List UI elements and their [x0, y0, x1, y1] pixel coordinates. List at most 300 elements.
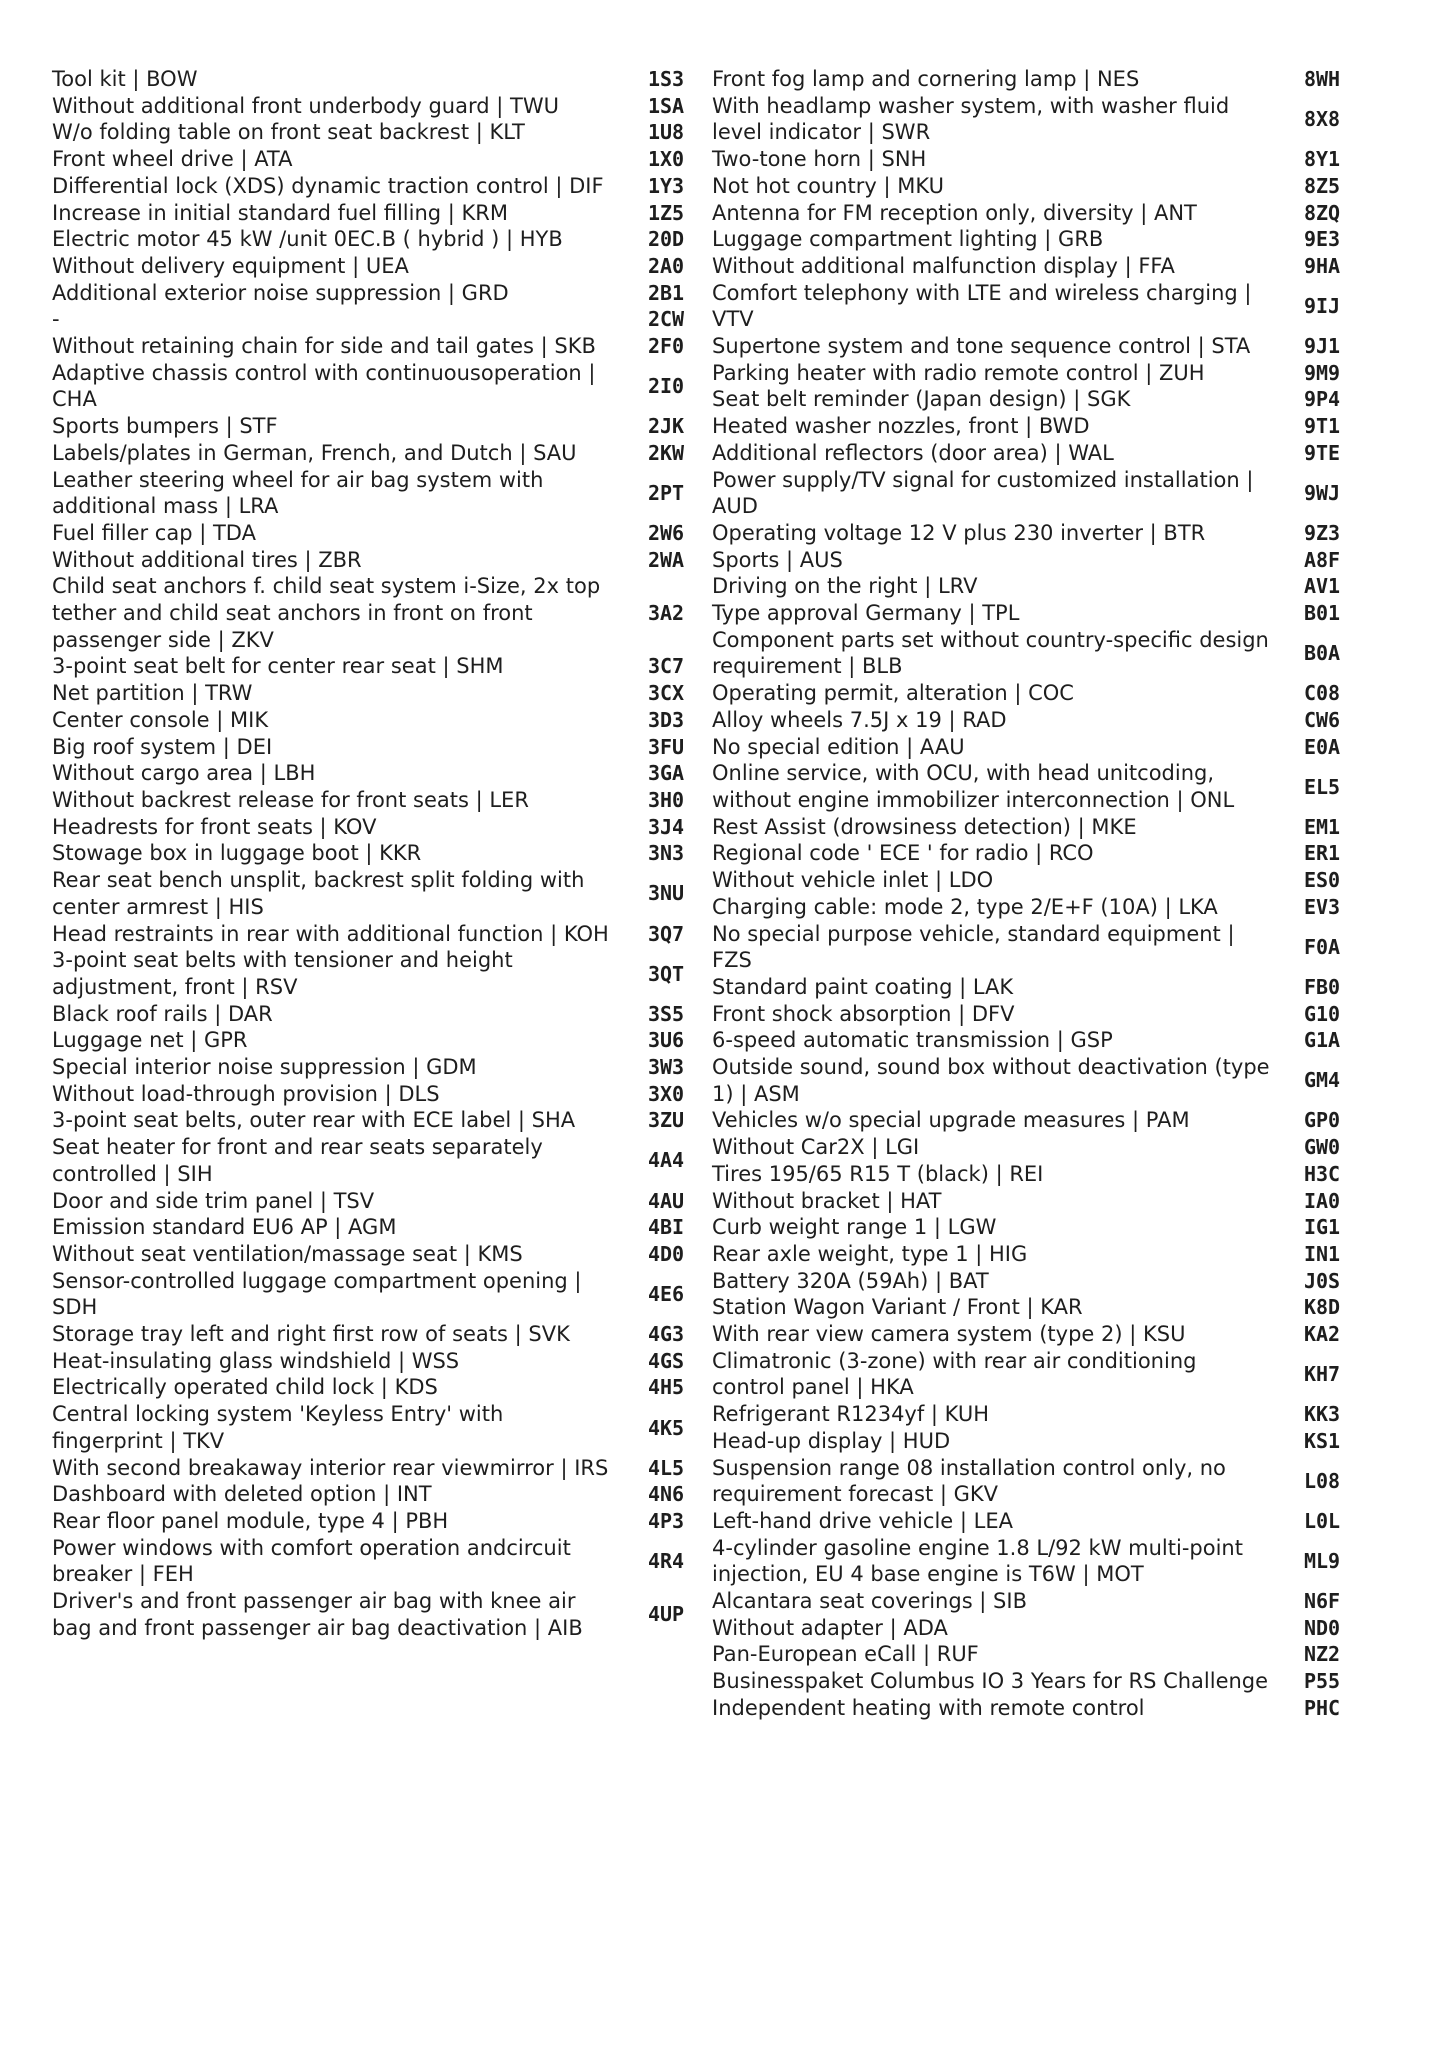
option-description: Head restraints in rear with additional function | KOH — [52, 921, 609, 946]
option-row — [712, 1027, 1372, 1054]
option-description: Luggage compartment lighting | GRB — [712, 227, 1104, 252]
option-description: Sensor-controlled luggage compartment opening | SDH — [52, 1268, 582, 1320]
option-row — [52, 306, 712, 333]
option-code: 4K5 — [647, 1415, 685, 1440]
option-code: 9P4 — [1303, 387, 1341, 412]
option-description: Child seat anchors f. child seat system i-Size, 2x top tether and child seat anchors in front on front passenger side | ZKV — [52, 574, 601, 652]
option-row — [712, 1268, 1372, 1295]
option-code: 4D0 — [647, 1241, 685, 1266]
option-row — [52, 1588, 712, 1641]
option-row — [712, 1428, 1372, 1455]
option-row — [712, 1348, 1372, 1401]
option-row — [712, 1134, 1372, 1161]
option-code: K8D — [1303, 1295, 1341, 1320]
option-code: CW6 — [1303, 707, 1341, 732]
option-code: KK3 — [1303, 1402, 1341, 1427]
option-code: 8WH — [1303, 67, 1341, 91]
option-description: Storage tray left and right first row of seats | SVK — [52, 1322, 570, 1347]
option-description: Additional exterior noise suppression | GRD — [52, 280, 509, 305]
option-row — [712, 627, 1372, 680]
option-row — [712, 280, 1372, 333]
option-description: Driver's and front passenger air bag with knee air bag and front passenger air bag deactivation | AIB — [52, 1589, 583, 1640]
option-code: N6F — [1303, 1589, 1341, 1614]
option-code: 4E6 — [647, 1281, 685, 1306]
option-code: 3A2 — [647, 601, 685, 626]
option-code: IA0 — [1303, 1188, 1341, 1213]
option-description: Rear seat bench unsplit, backrest split folding with center armrest | HIS — [52, 868, 585, 919]
option-row — [712, 1401, 1372, 1428]
option-code: A8F — [1303, 547, 1341, 572]
option-row — [52, 66, 712, 93]
option-row — [712, 200, 1372, 227]
option-description: - — [52, 307, 60, 332]
option-description: Without cargo area | LBH — [52, 761, 316, 786]
option-row — [712, 1294, 1372, 1321]
option-description: Component parts set without country-specific design requirement | BLB — [712, 627, 1269, 679]
option-row — [52, 280, 712, 307]
option-description: 3-point seat belt for center rear seat | SHM — [52, 654, 504, 679]
option-code: 9HA — [1303, 253, 1341, 278]
option-row — [52, 333, 712, 360]
option-code: 3CX — [647, 681, 685, 706]
option-code: 3H0 — [647, 787, 685, 812]
option-row — [712, 1641, 1372, 1668]
option-row — [712, 1161, 1372, 1188]
option-description: Left-hand drive vehicle | LEA — [712, 1508, 1013, 1533]
option-code: 3J4 — [647, 814, 685, 839]
option-row — [712, 1107, 1372, 1134]
option-row — [712, 226, 1372, 253]
option-description: Alloy wheels 7.5J x 19 | RAD — [712, 707, 1007, 732]
option-row — [52, 1107, 712, 1134]
option-code: 1S3 — [647, 67, 685, 91]
option-description: Without seat ventilation/massage seat | KMS — [52, 1241, 523, 1266]
option-description: Climatronic (3-zone) with rear air conditioning control panel | HKA — [712, 1348, 1197, 1400]
option-description: Without additional front underbody guard | TWU — [52, 93, 559, 118]
option-description: Big roof system | DEI — [52, 734, 273, 759]
option-code: G1A — [1303, 1028, 1341, 1053]
option-description: Tires 195/65 R15 T (black) | REI — [712, 1161, 1044, 1186]
option-code: 8X8 — [1303, 107, 1341, 132]
option-code: PHC — [1303, 1695, 1341, 1720]
option-description: Regional code ' ECE ' for radio | RCO — [712, 841, 1094, 866]
option-code: L08 — [1303, 1468, 1341, 1493]
option-description: Without retaining chain for side and tail gates | SKB — [52, 334, 596, 359]
option-description: Headrests for front seats | KOV — [52, 814, 377, 839]
option-code: L0L — [1303, 1508, 1341, 1533]
option-code: B0A — [1303, 641, 1341, 666]
option-code: 3Q7 — [647, 921, 685, 946]
option-row — [52, 1401, 712, 1454]
option-code: FB0 — [1303, 974, 1341, 999]
option-description: Vehicles w/o special upgrade measures | PAM — [712, 1108, 1190, 1133]
option-code: 9M9 — [1303, 360, 1341, 385]
option-row — [712, 600, 1372, 627]
option-code: 2CW — [647, 307, 685, 332]
option-description: 3-point seat belts with tensioner and height adjustment, front | RSV — [52, 948, 513, 999]
option-row — [52, 921, 712, 948]
option-code: GP0 — [1303, 1108, 1341, 1133]
option-description: Online service, with OCU, with head unitcoding, without engine immobilizer interconnection | ONL — [712, 761, 1235, 812]
option-row — [52, 1481, 712, 1508]
option-row — [712, 867, 1372, 894]
option-description: Net partition | TRW — [52, 681, 253, 706]
option-row — [712, 1321, 1372, 1348]
option-code: 4AU — [647, 1188, 685, 1213]
option-description: Charging cable: mode 2, type 2/E+F (10A) | LKA — [712, 894, 1218, 919]
option-description: Front fog lamp and cornering lamp | NES — [712, 67, 1140, 91]
option-code: B01 — [1303, 601, 1341, 626]
option-code: 4UP — [647, 1602, 685, 1627]
option-row — [52, 1054, 712, 1081]
option-row — [52, 1268, 712, 1321]
option-row — [712, 974, 1372, 1001]
option-description: Sports | AUS — [712, 547, 843, 572]
option-description: With headlamp washer system, with washer fluid level indicator | SWR — [712, 93, 1230, 145]
option-description: Refrigerant R1234yf | KUH — [712, 1402, 990, 1427]
option-description: With rear view camera system (type 2) | KSU — [712, 1322, 1186, 1347]
option-code: ML9 — [1303, 1549, 1341, 1574]
option-row — [52, 760, 712, 787]
option-description: Electric motor 45 kW /unit 0EC.B ( hybrid ) | HYB — [52, 227, 563, 252]
option-code: ND0 — [1303, 1615, 1341, 1640]
option-code: 9E3 — [1303, 227, 1341, 252]
option-description: Rest Assist (drowsiness detection) | MKE — [712, 814, 1137, 839]
option-description: Suspension range 08 installation control only, no requirement forecast | GKV — [712, 1455, 1226, 1507]
option-code: 20D — [647, 227, 685, 252]
option-description: Alcantara seat coverings | SIB — [712, 1589, 1027, 1614]
option-code: 2KW — [647, 440, 685, 465]
option-description: Without Car2X | LGI — [712, 1135, 920, 1160]
option-description: Fuel filler cap | TDA — [52, 520, 256, 545]
option-description: Businesspaket Columbus IO 3 Years for RS Challenge — [712, 1669, 1269, 1694]
option-description: No special edition | AAU — [712, 734, 965, 759]
option-row — [52, 734, 712, 761]
option-row — [52, 413, 712, 440]
option-row — [712, 66, 1372, 93]
option-code: 2PT — [647, 480, 685, 505]
option-row — [712, 840, 1372, 867]
option-code: 3GA — [647, 761, 685, 786]
option-row — [712, 1615, 1372, 1642]
option-code: 4H5 — [647, 1375, 685, 1400]
option-description: Increase in initial standard fuel filling | KRM — [52, 200, 509, 225]
option-description: Without load-through provision | DLS — [52, 1081, 440, 1106]
option-description: Stowage box in luggage boot | KKR — [52, 841, 422, 866]
option-code: F0A — [1303, 934, 1341, 959]
option-code: 3ZU — [647, 1108, 685, 1133]
option-row — [52, 573, 712, 653]
option-description: With second breakaway interior rear viewmirror | IRS — [52, 1455, 609, 1480]
option-code: 4GS — [647, 1348, 685, 1373]
option-row — [712, 921, 1372, 974]
option-row — [712, 333, 1372, 360]
option-row — [712, 173, 1372, 200]
option-code: 2JK — [647, 414, 685, 439]
option-row — [712, 707, 1372, 734]
option-code: 3U6 — [647, 1028, 685, 1053]
option-row — [712, 1695, 1372, 1722]
option-description: Independent heating with remote control — [712, 1695, 1145, 1720]
option-row — [712, 413, 1372, 440]
option-description: Outside sound, sound box without deactivation (type 1) | ASM — [712, 1055, 1270, 1106]
option-code: 4R4 — [647, 1549, 685, 1574]
option-row — [52, 547, 712, 574]
option-code: 3NU — [647, 881, 685, 906]
option-code: 4BI — [647, 1215, 685, 1240]
option-code: KA2 — [1303, 1322, 1341, 1347]
option-row — [52, 840, 712, 867]
option-code: 4N6 — [647, 1482, 685, 1507]
option-description: Heat-insulating glass windshield | WSS — [52, 1348, 460, 1373]
option-row — [712, 520, 1372, 547]
option-description: Leather steering wheel for air bag system with additional mass | LRA — [52, 467, 544, 519]
option-row — [712, 1668, 1372, 1695]
option-row — [52, 1374, 712, 1401]
option-code: NZ2 — [1303, 1642, 1341, 1667]
option-code: 9J1 — [1303, 334, 1341, 359]
option-code: 4P3 — [647, 1508, 685, 1533]
option-row — [712, 1214, 1372, 1241]
option-description: Black roof rails | DAR — [52, 1001, 273, 1026]
option-code: 8ZQ — [1303, 200, 1341, 225]
option-description: Labels/plates in German, French, and Dutch | SAU — [52, 440, 577, 465]
option-row — [52, 1001, 712, 1028]
option-description: Luggage net | GPR — [52, 1028, 248, 1053]
option-code: 9TE — [1303, 440, 1341, 465]
option-description: Front wheel drive | ATA — [52, 147, 293, 172]
option-code: 4G3 — [647, 1322, 685, 1347]
option-row — [52, 707, 712, 734]
option-code: 1SA — [647, 93, 685, 118]
option-description: Heated washer nozzles, front | BWD — [712, 414, 1090, 439]
option-description: Seat belt reminder (Japan design) | SGK — [712, 387, 1131, 412]
option-code: 2W6 — [647, 520, 685, 545]
option-code: 1X0 — [647, 147, 685, 172]
option-row — [52, 226, 712, 253]
option-row — [52, 360, 712, 413]
option-row — [712, 814, 1372, 841]
option-description: Comfort telephony with LTE and wireless charging | VTV — [712, 280, 1252, 332]
option-row — [52, 467, 712, 520]
option-code: E0A — [1303, 734, 1341, 759]
option-row — [52, 653, 712, 680]
option-description: Antenna for FM reception only, diversity | ANT — [712, 200, 1197, 225]
option-row — [712, 1508, 1372, 1535]
option-code: 2WA — [647, 547, 685, 572]
option-description: Operating voltage 12 V plus 230 inverter | BTR — [712, 520, 1206, 545]
option-row — [52, 680, 712, 707]
option-description: Emission standard EU6 AP | AGM — [52, 1215, 397, 1240]
option-description: Electrically operated child lock | KDS — [52, 1375, 438, 1400]
option-row — [52, 200, 712, 227]
option-description: Sports bumpers | STF — [52, 414, 278, 439]
option-code: 3S5 — [647, 1001, 685, 1026]
option-description: Front shock absorption | DFV — [712, 1001, 1015, 1026]
option-row — [712, 253, 1372, 280]
option-table-left — [52, 66, 712, 1641]
option-row — [52, 1455, 712, 1482]
option-row — [712, 440, 1372, 467]
option-code: IN1 — [1303, 1241, 1341, 1266]
option-description: Without delivery equipment | UEA — [52, 253, 409, 278]
option-row — [712, 1188, 1372, 1215]
option-row — [712, 146, 1372, 173]
option-table-right — [712, 66, 1372, 1722]
option-code: 1U8 — [647, 120, 685, 145]
option-row — [52, 1134, 712, 1187]
option-description: Special interior noise suppression | GDM — [52, 1055, 477, 1080]
option-row — [52, 93, 712, 120]
option-code: ES0 — [1303, 868, 1341, 893]
option-code: 4A4 — [647, 1148, 685, 1173]
option-description: 6-speed automatic transmission | GSP — [712, 1028, 1113, 1053]
option-description: Adaptive chassis control with continuousoperation | CHA — [52, 360, 596, 412]
option-code: ER1 — [1303, 841, 1341, 866]
option-row — [712, 1455, 1372, 1508]
option-row — [712, 1054, 1372, 1107]
option-description: Power supply/TV signal for customized installation | AUD — [712, 467, 1254, 519]
option-code: 3X0 — [647, 1081, 685, 1106]
option-description: Two-tone horn | SNH — [712, 147, 927, 172]
option-row — [52, 814, 712, 841]
option-description: Pan-European eCall | RUF — [712, 1642, 979, 1667]
option-row — [52, 119, 712, 146]
option-row — [712, 760, 1372, 813]
option-description: Operating permit, alteration | COC — [712, 681, 1074, 706]
option-row — [52, 253, 712, 280]
option-code: GM4 — [1303, 1068, 1341, 1093]
option-description: Station Wagon Variant / Front | KAR — [712, 1295, 1083, 1320]
option-description: Central locking system 'Keyless Entry' with fingerprint | TKV — [52, 1402, 504, 1453]
option-code: 9T1 — [1303, 414, 1341, 439]
option-row — [712, 467, 1372, 520]
option-code: 9IJ — [1303, 293, 1341, 318]
option-description: W/o folding table on front seat backrest | KLT — [52, 120, 525, 145]
option-description: Without adapter | ADA — [712, 1615, 948, 1640]
option-row — [712, 573, 1372, 600]
option-description: Curb weight range 1 | LGW — [712, 1215, 997, 1240]
option-code: EV3 — [1303, 894, 1341, 919]
option-row — [52, 1027, 712, 1054]
option-description: Door and side trim panel | TSV — [52, 1188, 375, 1213]
option-description: Without backrest release for front seats | LER — [52, 787, 529, 812]
option-description: Parking heater with radio remote control | ZUH — [712, 360, 1205, 385]
option-code: 9WJ — [1303, 480, 1341, 505]
option-code: 2I0 — [647, 374, 685, 399]
option-code: 2A0 — [647, 253, 685, 278]
option-row — [52, 1535, 712, 1588]
option-row — [52, 1188, 712, 1215]
option-code: P55 — [1303, 1669, 1341, 1694]
option-row — [52, 520, 712, 547]
option-row — [52, 1214, 712, 1241]
option-code: 2F0 — [647, 334, 685, 359]
option-description: Rear floor panel module, type 4 | PBH — [52, 1508, 449, 1533]
option-description: 4-cylinder gasoline engine 1.8 L/92 kW multi-point injection, EU 4 base engine is T6W | MOT — [712, 1535, 1243, 1587]
option-row — [712, 93, 1372, 146]
option-row — [52, 1508, 712, 1535]
option-description: Type approval Germany | TPL — [712, 601, 1020, 626]
option-code: GW0 — [1303, 1135, 1341, 1160]
option-code: 3D3 — [647, 707, 685, 732]
option-code: 9Z3 — [1303, 520, 1341, 545]
option-code: J0S — [1303, 1268, 1341, 1293]
option-code: IG1 — [1303, 1215, 1341, 1240]
option-row — [52, 1321, 712, 1348]
option-row — [712, 894, 1372, 921]
option-code: 3C7 — [647, 654, 685, 679]
option-description: Not hot country | MKU — [712, 173, 944, 198]
option-code: 3W3 — [647, 1055, 685, 1080]
option-row — [712, 1535, 1372, 1588]
option-description: Without vehicle inlet | LDO — [712, 868, 994, 893]
option-description: Center console | MIK — [52, 707, 269, 732]
option-description: Dashboard with deleted option | INT — [52, 1482, 432, 1507]
option-code: H3C — [1303, 1161, 1341, 1186]
option-row — [52, 440, 712, 467]
option-code: 4L5 — [647, 1455, 685, 1480]
option-code: G10 — [1303, 1001, 1341, 1026]
option-row — [52, 1348, 712, 1375]
option-code: 3QT — [647, 961, 685, 986]
option-code: 1Z5 — [647, 200, 685, 225]
option-description: Additional reflectors (door area) | WAL — [712, 440, 1114, 465]
option-row — [52, 1241, 712, 1268]
option-description: Without bracket | HAT — [712, 1188, 942, 1213]
option-row — [712, 386, 1372, 413]
option-row — [52, 787, 712, 814]
option-code: C08 — [1303, 681, 1341, 706]
option-row — [52, 1081, 712, 1108]
option-description: Supertone system and tone sequence control | STA — [712, 334, 1251, 359]
option-row — [712, 734, 1372, 761]
option-description: Battery 320A (59Ah) | BAT — [712, 1268, 989, 1293]
option-code: EM1 — [1303, 814, 1341, 839]
option-description: Without additional tires | ZBR — [52, 547, 362, 572]
option-row — [712, 680, 1372, 707]
option-description: Differential lock (XDS) dynamic traction control | DIF — [52, 173, 604, 198]
option-description: Without additional malfunction display | FFA — [712, 253, 1175, 278]
option-code: 3N3 — [647, 841, 685, 866]
option-code: 8Z5 — [1303, 173, 1341, 198]
option-description: Standard paint coating | LAK — [712, 974, 1014, 999]
option-row — [712, 547, 1372, 574]
option-row — [52, 867, 712, 920]
option-row — [712, 360, 1372, 387]
option-code: EL5 — [1303, 774, 1341, 799]
option-description: No special purpose vehicle, standard equipment | FZS — [712, 921, 1235, 973]
option-description: 3-point seat belts, outer rear with ECE label | SHA — [52, 1108, 576, 1133]
option-row — [712, 1588, 1372, 1615]
option-description: Head-up display | HUD — [712, 1428, 951, 1453]
option-code: 3FU — [647, 734, 685, 759]
option-description: Power windows with comfort operation andcircuit breaker | FEH — [52, 1535, 571, 1587]
option-row — [712, 1001, 1372, 1028]
option-description: Seat heater for front and rear seats separately controlled | SIH — [52, 1135, 543, 1186]
option-description: Tool kit | BOW — [52, 67, 198, 91]
option-description: Rear axle weight, type 1 | HIG — [712, 1241, 1028, 1266]
option-code: AV1 — [1303, 574, 1341, 599]
option-code: KS1 — [1303, 1428, 1341, 1453]
option-row — [52, 173, 712, 200]
option-code: 8Y1 — [1303, 147, 1341, 172]
option-row — [712, 1241, 1372, 1268]
option-row — [52, 947, 712, 1000]
option-row — [52, 146, 712, 173]
option-code: KH7 — [1303, 1362, 1341, 1387]
option-code: 2B1 — [647, 280, 685, 305]
